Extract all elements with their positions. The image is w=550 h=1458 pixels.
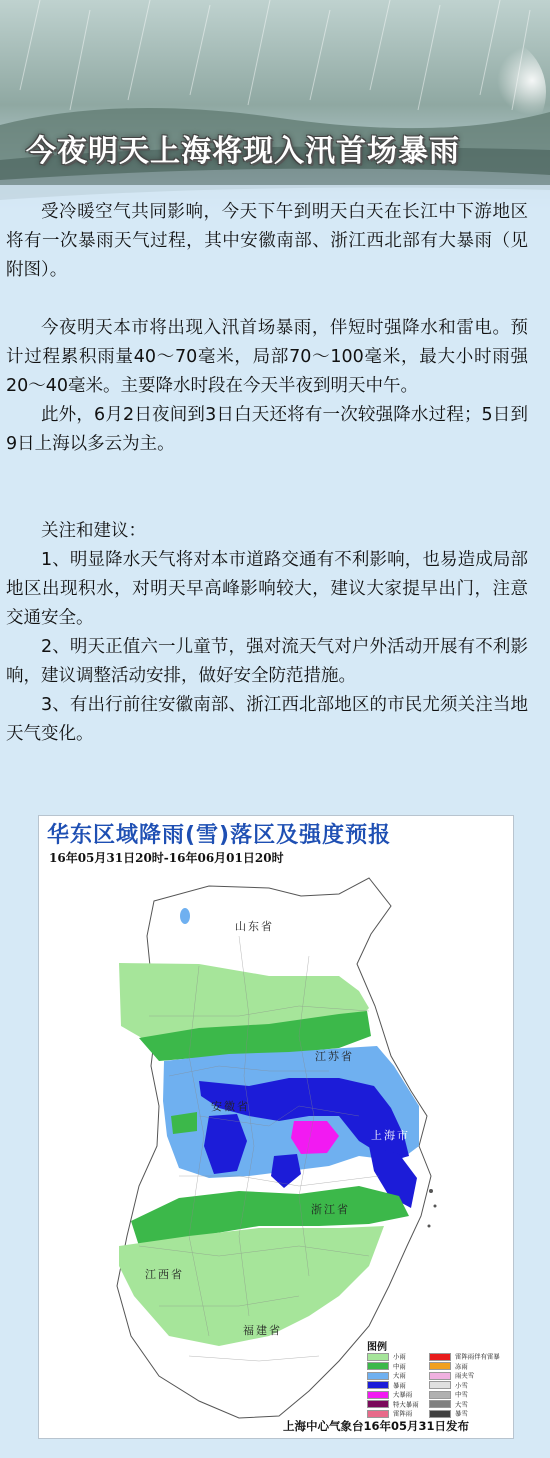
legend-swatch: [429, 1391, 451, 1399]
advice-heading: 关注和建议：: [41, 521, 146, 541]
legend-label: 雨夹雪: [455, 1371, 475, 1380]
paragraph-local-forecast: 今夜明天本市将出现入汛首场暴雨，伴短时强降水和雷电。预计过程累积雨量40～70毫米，局部70～100毫米，最大小时雨强20～40毫米。主要降水时段在今天半夜到明天中午。: [6, 318, 528, 396]
legend-swatch: [429, 1362, 451, 1370]
label-zhejiang: 浙江省: [311, 1203, 350, 1216]
legend-swatch: [367, 1410, 389, 1418]
legend-swatch: [367, 1381, 389, 1389]
legend-label: 小雨: [393, 1352, 406, 1361]
article-body: [0, 198, 550, 749]
map-legend: [367, 1338, 507, 1418]
legend-swatch: [367, 1353, 389, 1361]
legend-label: 大雨: [393, 1371, 406, 1380]
legend-label: 雷阵雨: [393, 1409, 413, 1418]
lake-icon: [180, 908, 190, 924]
legend-swatch: [367, 1391, 389, 1399]
legend-swatch: [429, 1410, 451, 1418]
legend-label: 中雨: [393, 1362, 406, 1370]
paragraph-overview: 受冷暖空气共同影响，今天下午到明天白天在长江中下游地区将有一次暴雨天气过程，其中安徽南部、浙江西北部有大暴雨（见附图）。: [6, 202, 528, 280]
legend-title: 图例: [367, 1342, 387, 1353]
headline: 今夜明天上海将现入汛首场暴雨: [26, 134, 460, 169]
label-jiangsu: 江苏省: [315, 1050, 354, 1063]
legend-label: 冻雨: [455, 1362, 468, 1370]
map-title: 华东区域降雨(雪)落区及强度预报: [47, 823, 392, 848]
header-banner: [0, 0, 550, 210]
label-anhui: 安徽省: [211, 1100, 250, 1113]
legend-swatch: [367, 1362, 389, 1370]
label-fujian: 福建省: [243, 1324, 282, 1337]
legend-swatch: [429, 1400, 451, 1408]
legend-label: 暴雨: [393, 1381, 406, 1389]
advice-item-2: 2、明天正值六一儿童节，强对流天气对户外活动开展有不利影响，建议调整活动安排，做好安全防范措施。: [6, 637, 528, 686]
label-shanghai: 上海市: [371, 1129, 410, 1142]
legend-swatch: [429, 1372, 451, 1380]
map-period: 16年05月31日20时-16年06月01日20时: [49, 851, 284, 865]
legend-swatch: [367, 1372, 389, 1380]
issuer-note: 上海中心气象台16年05月31日发布: [283, 1419, 470, 1433]
legend-swatch: [429, 1353, 451, 1361]
label-shandong: 山东省: [235, 920, 274, 933]
advice-item-3: 3、有出行前往安徽南部、浙江西北部地区的市民尤须关注当地天气变化。: [6, 695, 528, 744]
legend-label: 雷阵雨伴有雷暴: [455, 1352, 500, 1361]
rainy-roof-background: [0, 0, 550, 210]
legend-swatch: [429, 1381, 451, 1389]
legend-label: 小雪: [455, 1381, 468, 1389]
island-icons: [428, 1189, 437, 1228]
legend-label: 暴雪: [455, 1409, 468, 1418]
legend-label: 大雪: [455, 1400, 468, 1408]
forecast-map: [38, 815, 514, 1439]
legend-label: 中雪: [455, 1390, 468, 1399]
advice-item-1: 1、明显降水天气将对本市道路交通有不利影响，也易造成局部地区出现积水，对明天早高峰影响较大，建议大家提早出门，注意交通安全。: [6, 550, 528, 628]
legend-swatch: [367, 1400, 389, 1408]
label-jiangxi: 江西省: [145, 1268, 184, 1281]
paragraph-outlook: 此外，6月2日夜间到3日白天还将有一次较强降水过程；5日到9日上海以多云为主。: [6, 405, 528, 454]
legend-label: 特大暴雨: [393, 1400, 419, 1408]
legend-label: 大暴雨: [393, 1390, 413, 1399]
